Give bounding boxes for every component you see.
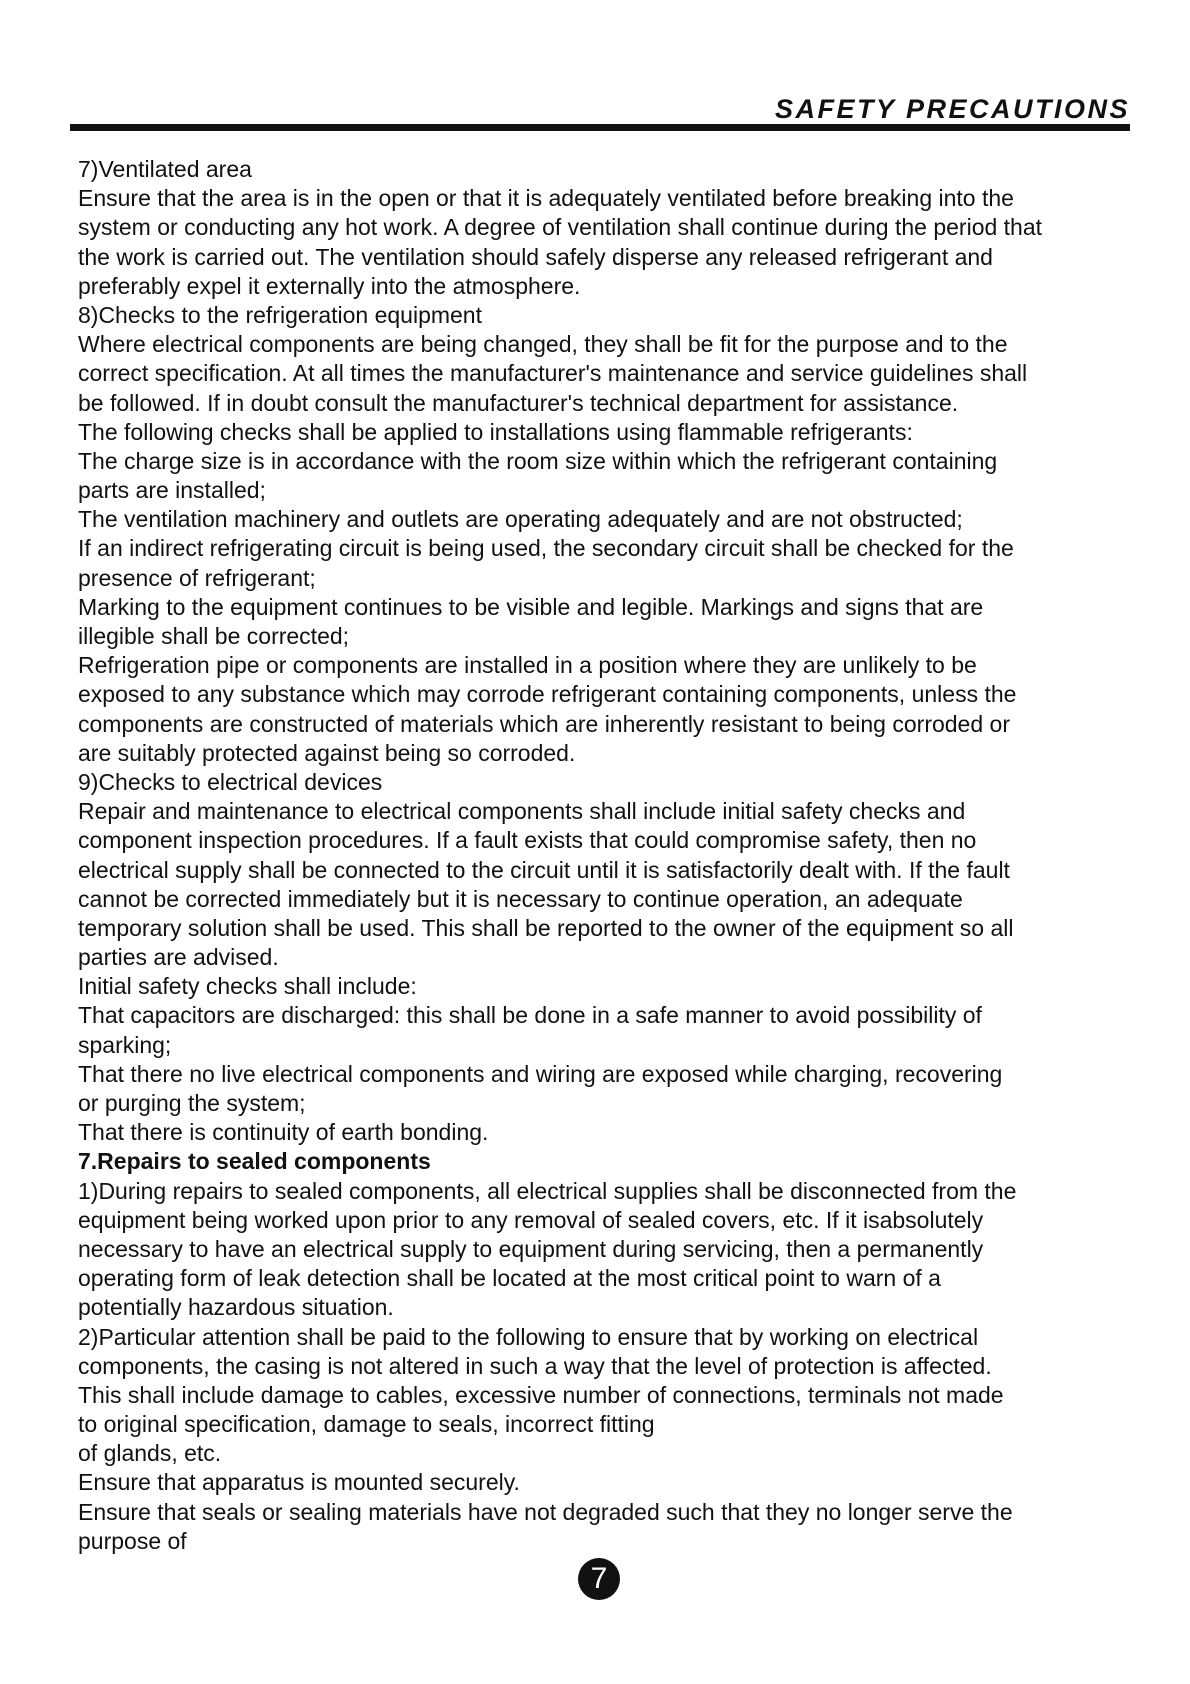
text-line: 9)Checks to electrical devices xyxy=(78,768,383,795)
document-body xyxy=(78,155,1133,1556)
text-line: cannot be corrected immediately but it is necessary to continue operation, an adequate xyxy=(78,885,963,912)
page-number-badge: 7 xyxy=(578,1558,620,1600)
text-line: Repair and maintenance to electrical components shall include initial safety checks and xyxy=(78,798,966,825)
text-line: exposed to any substance which may corrode refrigerant containing components, unless the xyxy=(78,681,1017,708)
text-line: to original specification, damage to seals, incorrect fitting xyxy=(78,1411,655,1438)
section-heading: 7.Repairs to sealed components xyxy=(78,1148,431,1175)
text-line: Initial safety checks shall include: xyxy=(78,973,417,1000)
text-line: The following checks shall be applied to installations using flammable refrigerants: xyxy=(78,418,913,445)
text-line: components, the casing is not altered in such a way that the level of protection is affected. xyxy=(78,1352,992,1379)
text-line: Ensure that the area is in the open or that it is adequately ventilated before breaking into the xyxy=(78,185,1014,212)
text-line: Ensure that apparatus is mounted securely. xyxy=(78,1469,520,1496)
text-line: That there is continuity of earth bonding. xyxy=(78,1119,489,1146)
text-line: 7)Ventilated area xyxy=(78,156,252,182)
text-line: 2)Particular attention shall be paid to the following to ensure that by working on electrical xyxy=(78,1323,979,1350)
text-line: parts are installed; xyxy=(78,477,266,504)
text-line: 8)Checks to the refrigeration equipment xyxy=(78,301,482,328)
text-line: purpose of xyxy=(78,1527,187,1554)
text-line: equipment being worked upon prior to any removal of sealed covers, etc. If it isabsolutely xyxy=(78,1206,984,1233)
text-line: preferably expel it externally into the atmosphere. xyxy=(78,272,581,299)
text-line: The ventilation machinery and outlets are operating adequately and are not obstructed; xyxy=(78,506,963,533)
text-line: If an indirect refrigerating circuit is being used, the secondary circuit shall be checked for the xyxy=(78,535,1014,562)
text-line: temporary solution shall be used. This shall be reported to the owner of the equipment so all xyxy=(78,914,1014,941)
text-line: electrical supply shall be connected to the circuit until it is satisfactorily dealt with. If the fault xyxy=(78,856,1010,883)
text-line: components are constructed of materials which are inherently resistant to being corroded or xyxy=(78,710,1010,737)
text-line: Refrigeration pipe or components are installed in a position where they are unlikely to be xyxy=(78,652,977,679)
text-line: Where electrical components are being changed, they shall be fit for the purpose and to the xyxy=(78,331,1008,358)
text-line: operating form of leak detection shall be located at the most critical point to warn of a xyxy=(78,1265,941,1292)
text-line: system or conducting any hot work. A degree of ventilation shall continue during the period that xyxy=(78,214,1043,241)
text-line: This shall include damage to cables, excessive number of connections, terminals not made xyxy=(78,1381,1004,1408)
text-line: the work is carried out. The ventilation should safely disperse any released refrigerant and xyxy=(78,243,993,270)
text-line: 1)During repairs to sealed components, all electrical supplies shall be disconnected from the xyxy=(78,1177,1017,1204)
text-line: correct specification. At all times the manufacturer's maintenance and service guidelines shall xyxy=(78,360,1028,387)
header-divider xyxy=(70,124,1130,131)
text-line: The charge size is in accordance with the room size within which the refrigerant containing xyxy=(78,447,998,474)
text-line: component inspection procedures. If a fault exists that could compromise safety, then no xyxy=(78,827,977,854)
text-line: Marking to the equipment continues to be visible and legible. Markings and signs that are xyxy=(78,593,984,620)
text-line: or purging the system; xyxy=(78,1090,306,1116)
text-line: Ensure that seals or sealing materials have not degraded such that they no longer serve the xyxy=(78,1498,1013,1525)
text-line: parties are advised. xyxy=(78,944,279,971)
text-line: are suitably protected against being so corroded. xyxy=(78,739,576,766)
text-line: necessary to have an electrical supply to equipment during servicing, then a permanently xyxy=(78,1235,984,1262)
page-header-title: SAFETY PRECAUTIONS xyxy=(774,94,1130,124)
text-line: sparking; xyxy=(78,1031,172,1058)
text-line: That capacitors are discharged: this shall be done in a safe manner to avoid possibility of xyxy=(78,1002,982,1029)
text-line: be followed. If in doubt consult the manufacturer's technical department for assistance. xyxy=(78,389,959,416)
text-line: of glands, etc. xyxy=(78,1440,222,1467)
text-line: That there no live electrical components and wiring are exposed while charging, recovering xyxy=(78,1060,1003,1087)
text-line: potentially hazardous situation. xyxy=(78,1294,394,1321)
text-line: illegible shall be corrected; xyxy=(78,623,350,649)
text-line: presence of refrigerant; xyxy=(78,564,316,591)
